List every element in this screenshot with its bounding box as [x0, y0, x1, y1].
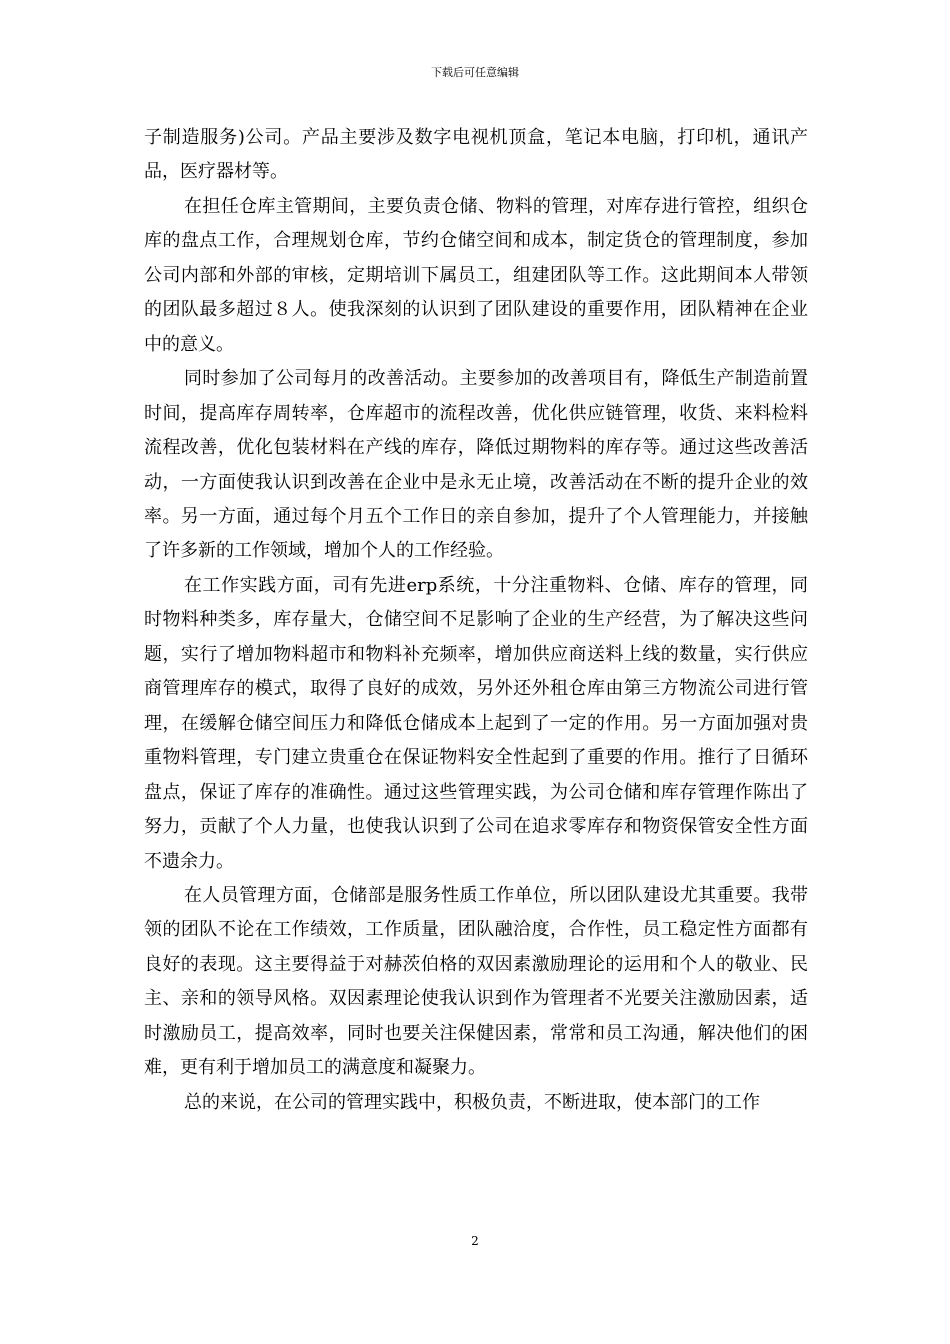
page-header: 下载后可任意编辑 [431, 66, 519, 79]
paragraph-improvement-activities: 同时参加了公司每月的改善活动。主要参加的改善项目有，降低生产制造前置时间，提高库存周转率，仓库超市的流程改善，优化供应链管理，收货、来料检料流程改善，优化包装材料在产线的库存，降低过期物料的库存等。通过这些改善活动，一方面使我认识到改善在企业中是永无止境，改善活动在不断的提升企业的效率。另一方面，通过每个月五个工作日的亲自参加，提升了个人管理能力，并接触了许多新的工作领域，增加个人的工作经验。 [144, 368, 808, 562]
paragraph-personnel-management: 在人员管理方面，仓储部是服务性质工作单位，所以团队建设尤其重要。我带领的团队不论在工作绩效，工作质量，团队融洽度，合作性，员工稳定性方面都有良好的表现。这主要得益于对赫茨伯格的双因素激励理论的运用和个人的敬业、民主、亲和的领导风格。双因素理论使我认识到作为管理者不光要关注激励因素，适时激励员工，提高效率，同时也要关注保健因素，常常和员工沟通，解决他们的困难，更有利于增加员工的满意度和凝聚力。 [144, 884, 808, 1079]
paragraph-warehouse-duties: 在担任仓库主管期间，主要负责仓储、物料的管理，对库存进行管控，组织仓库的盘点工作，合理规划仓库，节约仓储空间和成本，制定货仓的管理制度，参加公司内部和外部的审核，定期培训下属员工，组建团队等工作。这此期间本人带领的团队最多超过８人。使我深刻的认识到了团队建设的重要作用，团队精神在企业中的意义。 [144, 195, 808, 355]
paragraph-summary: 总的来说，在公司的管理实践中，积极负责，不断进取，使本部门的工作 [184, 1091, 760, 1113]
page-number: 2 [471, 1234, 479, 1248]
document-body [144, 121, 808, 1120]
paragraph-work-practice: 在工作实践方面，司有先进erp系统，十分注重物料、仓储、库存的管理，同时物料种类多，库存量大，仓储空间不足影响了企业的生产经营，为了解决这些问题，实行了增加物料超市和物料补充频率，增加供应商送料上线的数量，实行供应商管理库存的模式，取得了良好的成效，另外还外租仓库由第三方物流公司进行管理，在缓解仓储空间压力和降低仓储成本上起到了一定的作用。另一方面加强对贵重物料管理，专门建立贵重仓在保证物料安全性起到了重要的作用。推行了日循环盘点，保证了库存的准确性。通过这些管理实践，为公司仓储和库存管理作陈出了努力，贡献了个人力量，也使我认识到了公司在追求零库存和物资保管安全性方面不遗余力。 [144, 574, 808, 872]
paragraph-continuation: 子制造服务)公司。产品主要涉及数字电视机顶盒，笔记本电脑，打印机，通讯产品，医疗器材等。 [144, 127, 808, 183]
